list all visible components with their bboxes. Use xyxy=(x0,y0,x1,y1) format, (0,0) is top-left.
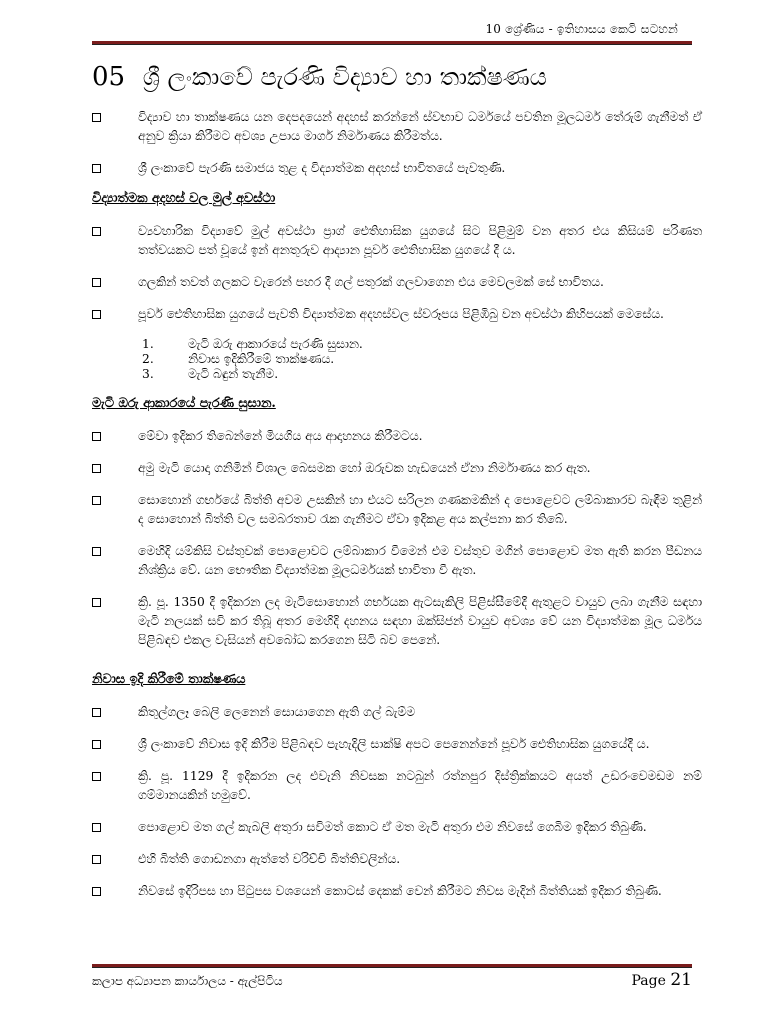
list-item xyxy=(92,542,702,580)
document-body xyxy=(92,108,702,914)
numbered-item xyxy=(142,337,702,352)
header-rule xyxy=(92,41,692,45)
list-item-text: එහි බිත්ති ගොඩනගා ඇත්තේ වරිච්චි බිත්තිවලින්ය. xyxy=(138,852,401,866)
list-item xyxy=(92,459,702,478)
checkbox-bullet-icon xyxy=(92,164,101,173)
list-item-text: පොළොව මත ගල් කැබලි අතුරා සවිමත් කොට ඒ මත මැටි අතුරා එම නිවසේ ගෙබිම ඉදිකර තිබුණි. xyxy=(138,820,647,834)
page-number xyxy=(632,970,692,990)
list-item xyxy=(92,305,702,324)
list-item-text: අමු මැටි යොදා ගනිමින් විශාල බෙසමක හෝ ඔරුවක හැඩයෙන් ඒනා නිර්මාණය කර ඇත. xyxy=(138,461,591,475)
list-item xyxy=(92,850,702,869)
item-number: 2. xyxy=(142,352,154,366)
chapter-title: ශ්‍රී ලංකාවේ පැරණි විද්‍යාව හා තාක්ෂණය xyxy=(142,63,547,91)
checkbox-bullet-icon xyxy=(92,855,101,864)
footer-rule xyxy=(92,964,692,968)
checkbox-bullet-icon xyxy=(92,227,101,236)
list-item-text: ශ්‍රී ලංකාවේ නිවාස ඉදි කිරීම පිළිබඳව පැහැදිලි සාක්ෂි අපට පෙනෙන්නේ පූර්ව ඓතිහාසික යුගයේදී ය. xyxy=(138,737,650,751)
checkbox-bullet-icon xyxy=(92,496,101,505)
list-item-text: ශ්‍රී ලංකාවේ පැරණි සමාජය තුළ ද විද්‍යාත්මක අදහස් භාවිතයේ පැවතුණි. xyxy=(138,161,506,175)
list-item xyxy=(92,735,702,754)
list-item-text: ගලකින් තවත් ගලකට වැරෙන් පහර දී ගල් පතුරක් ගලවාගෙන එය මෙවලමක් සේ භාවිතය. xyxy=(138,275,604,289)
list-item-text: නිවසේ ඉදිරිපස හා පිටුපස වශයෙන් කොටස් දෙකක් වෙන් කිරීමට නිවස මැදින් බිත්තියක් ඉදිකර තිබුණි. xyxy=(138,884,662,898)
list-item-text: මෙහිදි යම්කිසි වස්තුවක් පොළොවට ලම්බාකාර වීමෙන් එම වස්තුව මගින් පොළොව මත ඇති කරන පීඩනය නිශ්ක්‍රිය වේ. යන භෞතික විද්‍යාත්මක මූලධර්මයක් භාවිතා වී ඇත. xyxy=(138,544,702,577)
checkbox-bullet-icon xyxy=(92,887,101,896)
list-item xyxy=(92,593,702,650)
section-heading: නිවාස ඉදි කිරීමේ තාක්ෂණය xyxy=(92,672,246,687)
chapter-number: 05 xyxy=(92,62,126,92)
list-item xyxy=(92,882,702,901)
list-item-text: ක්‍රි. පූ. 1350 දී ඉදිකරන ලද මැටිසොහොන් ගර්භයක ඇටසැකිලි පිළිස්සීමේදී ඇතුළට වායුව ලබා ගැනීම සඳහා මැටි නලයක් සවි කර තිබූ අතර මෙහිදි දහනය සඳහා ඔක්සිජන් වායුව අවශ්‍ය වේ යන විද්‍යාත්මක මූල ධර්මය පිළිබඳව එකල වැසියන් අවබෝධ කරගෙන සිටි බව පෙනේ. xyxy=(138,595,702,647)
checkbox-bullet-icon xyxy=(92,278,101,287)
checkbox-bullet-icon xyxy=(92,113,101,122)
checkbox-bullet-icon xyxy=(92,464,101,473)
list-item-text: මේවා ඉදිකර තිබෙන්නේ මියගිය අය ආදාහනය කිරීමටය. xyxy=(138,429,423,443)
section-heading: මැටි ඔරු ආකාරයේ පැරණි සුසාන. xyxy=(92,396,276,411)
numbered-item xyxy=(142,352,702,367)
numbered-list xyxy=(142,337,702,382)
page-header: 10 ශ්‍රේණිය - ඉතිහාසය කෙටි සටහන් xyxy=(485,22,678,36)
list-item xyxy=(92,108,702,146)
list-item xyxy=(92,222,702,260)
list-item-text: සොහොන් ගර්භයේ බිත්ති අවම උසකින් හා එයට සරිලන ගණකමකින් ද පොළෙවට ලම්බාකාරව බැඳීම තුළින් ද සොහොන් බිත්ති වල සමබරතාව රැක ගැනීමට ඒවා ඉදිකළ අය කල්පනා කර තිබේ. xyxy=(138,493,702,526)
list-item-text: විද්‍යාව හා තාක්ෂණය යන දෙපදයෙන් අදහස් කරන්නේ ස්වභාව ධර්මයේ පවතින මූලධර්ම තේරුම් ගැනීමත් ඒ අනුව ක්‍රියා කිරීමට අවශ්‍ය උපාය මාර්ග නිර්මාණය කිරීමත්ය. xyxy=(138,110,702,143)
checkbox-bullet-icon xyxy=(92,772,101,781)
page-title xyxy=(92,60,712,94)
checkbox-bullet-icon xyxy=(92,598,101,607)
item-text: මැටි ඔරු ආකාරයේ පැරණි සුසාන. xyxy=(188,337,363,351)
page-label: Page xyxy=(631,973,666,989)
checkbox-bullet-icon xyxy=(92,740,101,749)
list-item xyxy=(92,767,702,805)
item-text: මැටි බඳුන් තැනීම. xyxy=(188,367,279,381)
item-number: 1. xyxy=(142,337,154,351)
checkbox-bullet-icon xyxy=(92,547,101,556)
list-item xyxy=(92,703,702,722)
checkbox-bullet-icon xyxy=(92,708,101,717)
list-item xyxy=(92,273,702,292)
list-item xyxy=(92,491,702,529)
list-item xyxy=(92,427,702,446)
checkbox-bullet-icon xyxy=(92,432,101,441)
page-number-value: 21 xyxy=(670,970,692,990)
list-item-text: කිතුල්ගලෑ බෙලි ලෙනෙන් සොයාගෙන ඇති ගල් බැම්ම xyxy=(138,705,416,719)
checkbox-bullet-icon xyxy=(92,310,101,319)
item-text: නිවාස ඉදිකිරීමේ තාක්ෂණය. xyxy=(188,352,335,366)
list-item-text: ක්‍රි. පූ. 1129 දී ඉදිකරන ලද එවැනි නිවසක නටබුන් රත්නපුර දිස්ත්‍රික්කයට අයත් උඩරංවෙමඩම නම් ගම්මානයකින් හමුවේ. xyxy=(138,769,702,802)
footer-office: කලාප අධ්‍යාපන කාර්යාලය - ඇල්පිටිය xyxy=(92,974,283,988)
list-item xyxy=(92,159,702,178)
numbered-item xyxy=(142,367,702,382)
list-item-text: පූර්ව ඓතිහාසික යුගයේ පැවති විද්‍යාත්මක අදහස්වල ස්වරූපය පිළිඹිබු වන අවස්ථා කිහිපයක් මෙසේය. xyxy=(138,307,664,321)
list-item-text: ව්‍යවහාරික විද්‍යාවේ මුල් අවස්ථා ප්‍රාග් ඓතිහාසික යුගයේ සිට පිළිමුම් වන අතර එය කිසියම් පරිණත තත්වයකට පත් වූයේ ඉන් අනතුරුව ආද්‍යාන පූර්ව ඓතිහාසික යුගයේ දී ය. xyxy=(138,224,702,257)
item-number: 3. xyxy=(142,367,154,381)
list-item xyxy=(92,818,702,837)
section-heading: විද්‍යාත්මක අදහස් වල මුල් අවස්ථා xyxy=(92,191,276,206)
checkbox-bullet-icon xyxy=(92,823,101,832)
